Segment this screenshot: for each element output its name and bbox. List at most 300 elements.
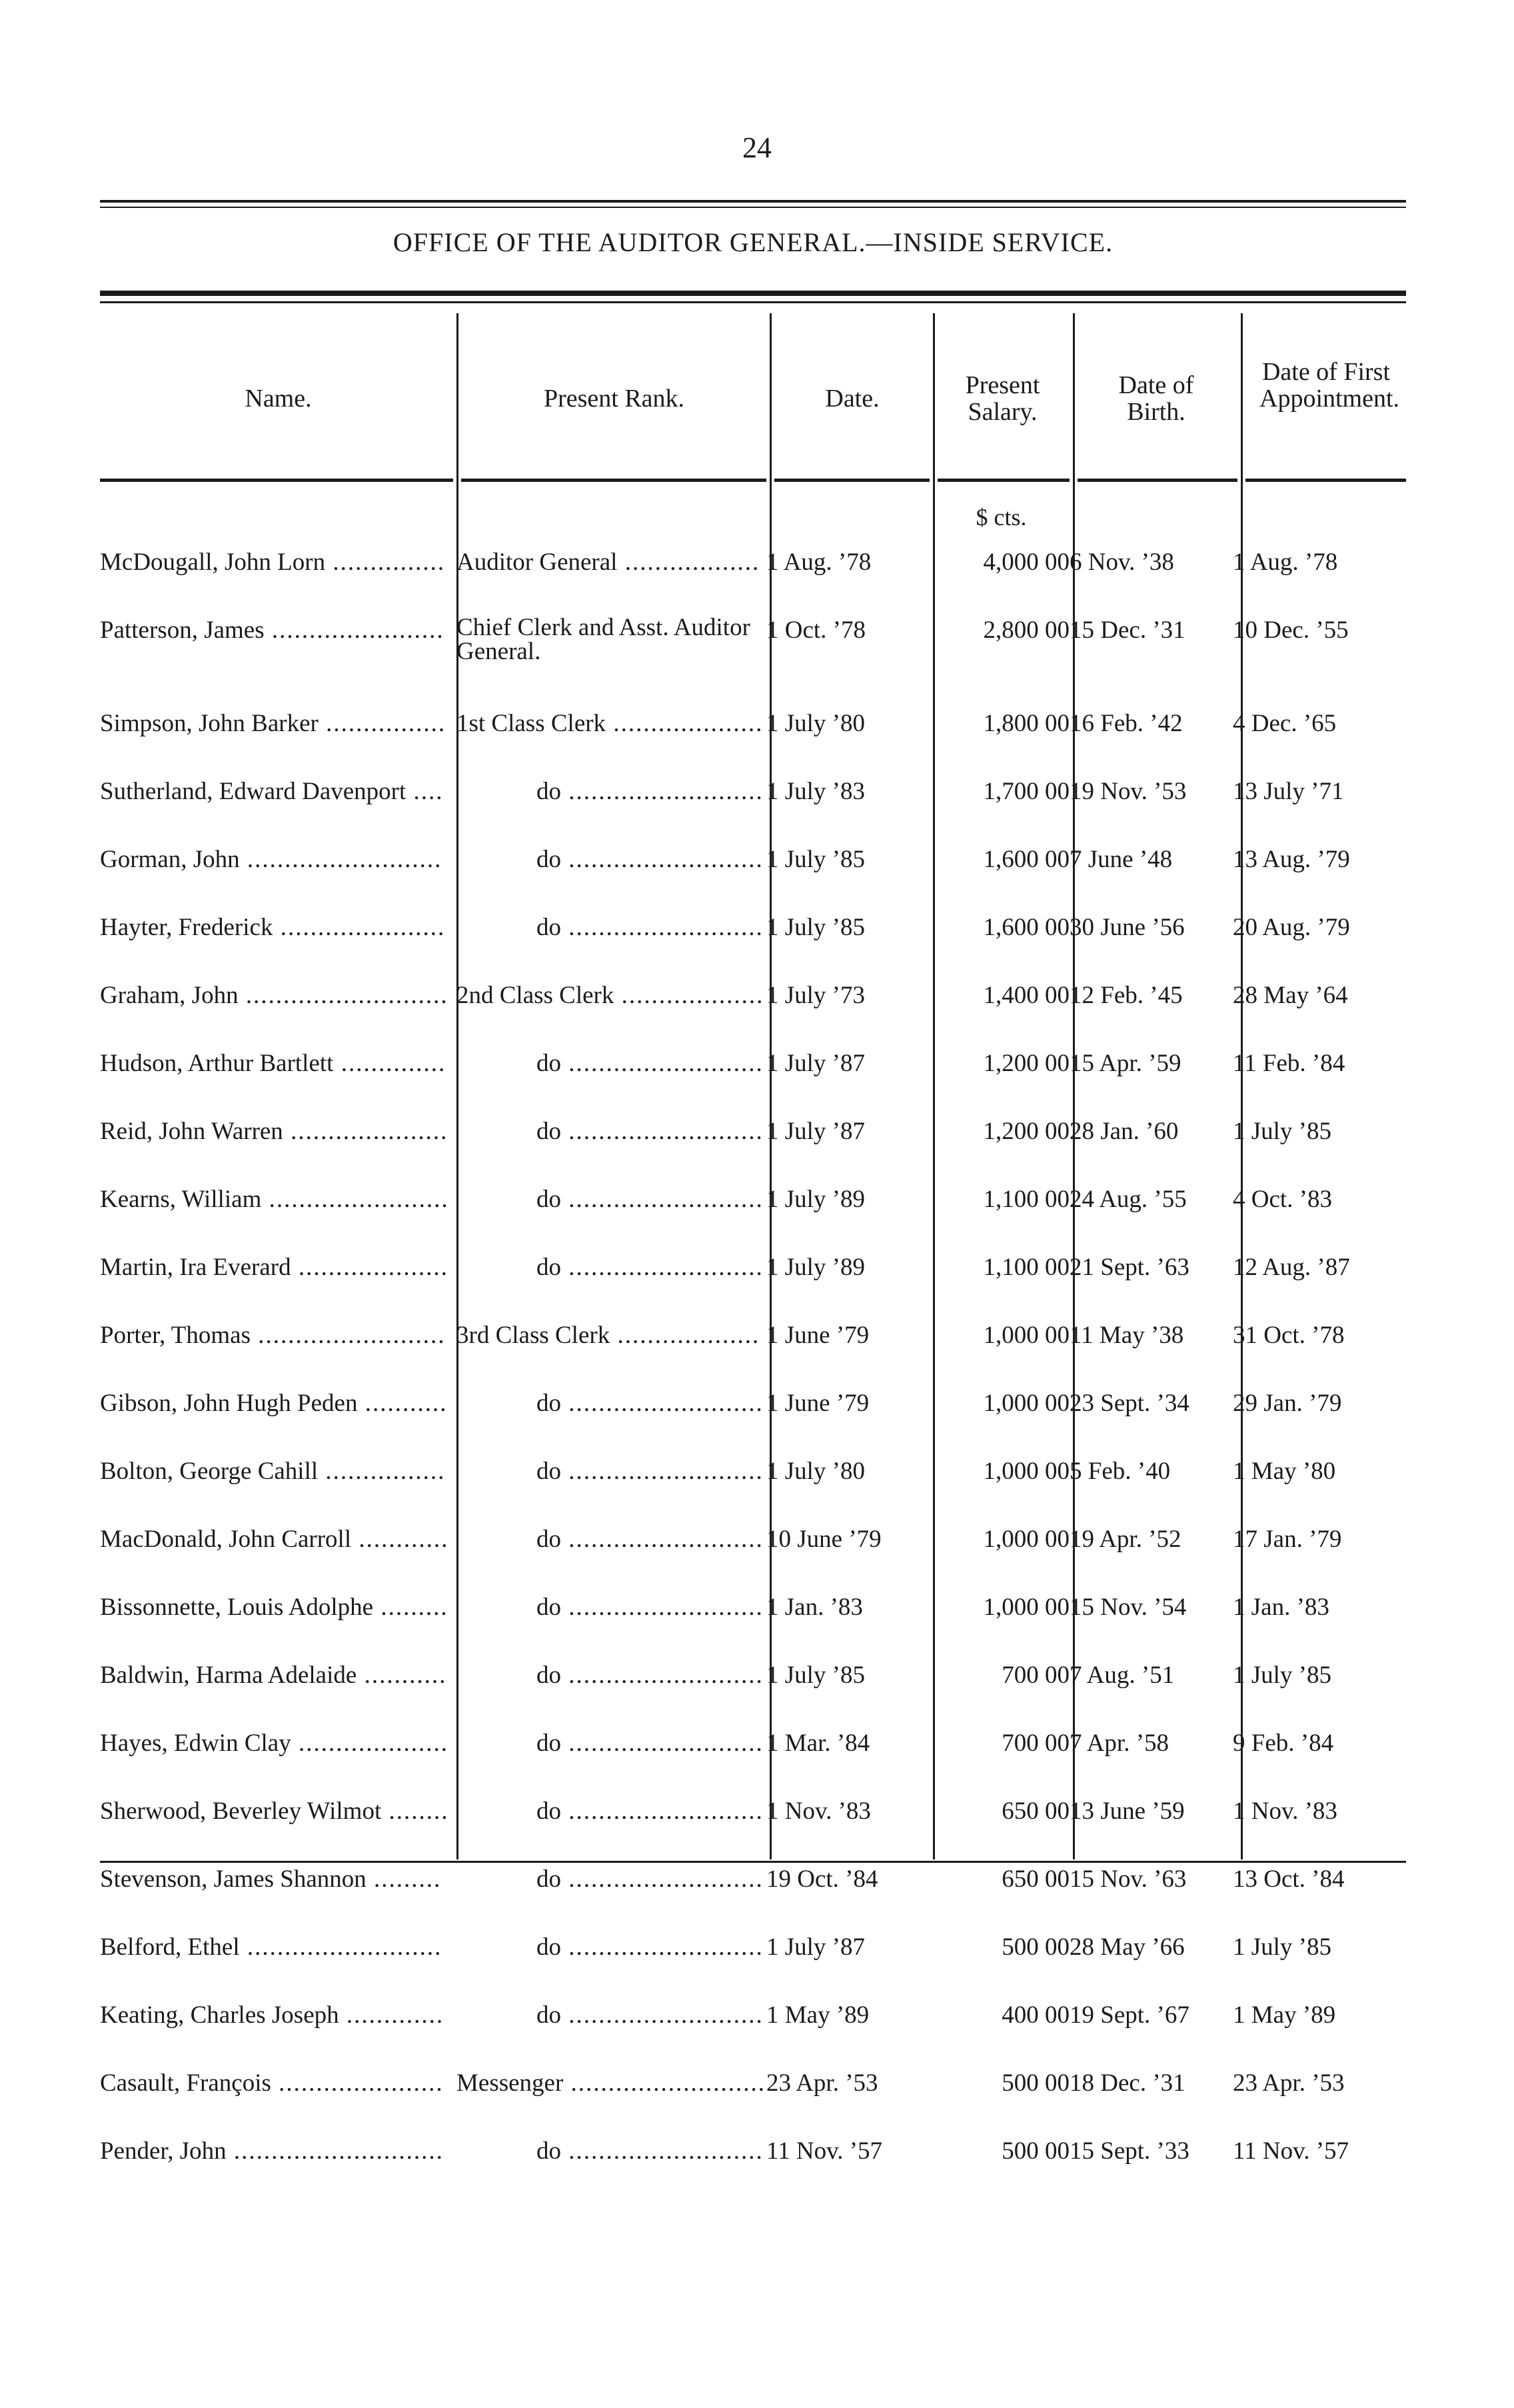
- cell-rank: [456, 1102, 766, 1170]
- cell-birth: [1070, 1102, 1233, 1170]
- table-row: [100, 1102, 1406, 1170]
- cell-name: [100, 1034, 456, 1102]
- header-underline: [100, 479, 453, 482]
- column-header-salary: Present Salary.: [965, 371, 1040, 426]
- cell-appointment-text: 1 July ’85: [1233, 1118, 1331, 1145]
- cell-birth: [1070, 533, 1233, 601]
- cell-appointment-text: 29 Jan. ’79: [1233, 1390, 1342, 1417]
- cell-date-text: 1 Mar. ’84: [766, 1730, 870, 1757]
- cell-appointment: [1233, 694, 1406, 762]
- dot-leader: ....................: [291, 1254, 448, 1281]
- cell-appointment: [1233, 1306, 1406, 1374]
- cell-birth-text: 6 Nov. ’38: [1070, 549, 1174, 576]
- cell-date: [766, 1034, 933, 1102]
- dot-leader: .......................: [264, 616, 444, 644]
- cell-date: [766, 1578, 933, 1646]
- dot-leader: ........................: [261, 1186, 449, 1213]
- cell-date: [766, 694, 933, 762]
- header-rule-thin: [100, 301, 1406, 303]
- cell-birth-text: 28 May ’66: [1070, 1933, 1185, 1961]
- cell-salary-text: 1,000 00: [983, 1526, 1070, 1553]
- cell-rank-text: do: [536, 914, 561, 941]
- cell-appointment: [1233, 1918, 1406, 1986]
- cell-rank-text: do: [536, 1118, 561, 1145]
- table-row: [100, 966, 1406, 1034]
- cell-salary: [933, 1374, 1070, 1442]
- cell-name-text: Bissonnette, Louis Adolphe: [100, 1594, 374, 1621]
- dot-leader: .............: [339, 2001, 444, 2029]
- cell-date: [766, 898, 933, 966]
- table-row: [100, 1646, 1406, 1714]
- cell-appointment: [1233, 1442, 1406, 1510]
- cell-name-text: McDougall, John Lorn: [100, 549, 326, 576]
- table-row: [100, 694, 1406, 762]
- column-header-rank: Present Rank.: [543, 385, 685, 413]
- dot-leader: ..........................: [561, 2001, 764, 2029]
- table-row: [100, 1714, 1406, 1782]
- cell-date: [766, 1374, 933, 1442]
- cell-salary: [933, 601, 1070, 694]
- cell-name-text: Gorman, John: [100, 846, 240, 873]
- cell-appointment-text: 1 July ’85: [1233, 1933, 1331, 1961]
- cell-rank-text: 2nd Class Clerk: [456, 982, 614, 1009]
- dot-leader: ...............: [325, 549, 446, 576]
- cell-name-text: Porter, Thomas: [100, 1322, 251, 1349]
- cell-rank: [456, 2122, 766, 2190]
- cell-date: [766, 1782, 933, 1850]
- dot-leader: .........: [366, 1865, 442, 1893]
- column-header-birth: Date of Birth.: [1118, 371, 1194, 426]
- table-row: [100, 1034, 1406, 1102]
- cell-salary: [933, 2054, 1070, 2122]
- cell-birth: [1070, 830, 1233, 898]
- dot-leader: .........: [373, 1594, 448, 1621]
- cell-salary: [933, 898, 1070, 966]
- cell-rank: [456, 1374, 766, 1442]
- cell-salary: [933, 1918, 1070, 1986]
- header-underline: [774, 479, 930, 482]
- cell-rank-text: do: [536, 1458, 561, 1485]
- cell-rank: [456, 966, 766, 1034]
- cell-birth-text: 15 Dec. ’31: [1070, 616, 1185, 644]
- top-rule-thin: [100, 207, 1406, 208]
- table-row: [100, 1306, 1406, 1374]
- cell-date-text: 1 July ’85: [766, 846, 865, 873]
- header-rule: [100, 291, 1406, 296]
- cell-appointment-text: 1 May ’80: [1233, 1458, 1336, 1485]
- cell-date-text: 1 June ’79: [766, 1322, 870, 1349]
- cell-date-text: 1 May ’89: [766, 2001, 870, 2029]
- dot-leader: ..........................: [561, 1865, 764, 1893]
- cell-appointment: [1233, 898, 1406, 966]
- cell-salary-text: 650 00: [1002, 1865, 1070, 1893]
- cell-rank: [456, 1986, 766, 2054]
- cell-salary: [933, 1578, 1070, 1646]
- cell-rank-text: do: [536, 2001, 561, 2029]
- column-header-date: Date.: [825, 385, 880, 413]
- cell-appointment-text: 1 Nov. ’83: [1233, 1798, 1337, 1825]
- cell-appointment-text: 1 May ’89: [1233, 2001, 1336, 2029]
- page-number: 24: [742, 131, 772, 164]
- cell-name-text: Graham, John: [100, 982, 239, 1009]
- cell-appointment-text: 4 Oct. ’83: [1233, 1186, 1332, 1213]
- cell-salary: [933, 1170, 1070, 1238]
- table-row: [100, 1578, 1406, 1646]
- cell-name-text: Baldwin, Harma Adelaide: [100, 1662, 357, 1689]
- cell-salary-text: 1,400 00: [983, 982, 1070, 1009]
- cell-rank: [456, 1646, 766, 1714]
- dot-leader: ..........................: [561, 1186, 764, 1213]
- dot-leader: ..........................: [561, 2137, 764, 2165]
- cell-salary-text: 1,600 00: [983, 914, 1070, 941]
- cell-salary-text: 1,700 00: [983, 778, 1070, 805]
- table-row: [100, 2054, 1406, 2122]
- cell-birth-text: 24 Aug. ’55: [1070, 1186, 1187, 1213]
- cell-date: [766, 830, 933, 898]
- cell-date-text: 23 Apr. ’53: [766, 2069, 878, 2097]
- column-header-appointment: Date of First Appointment.: [1259, 358, 1400, 413]
- cell-birth-text: 28 Jan. ’60: [1070, 1118, 1179, 1145]
- cell-date: [766, 1170, 933, 1238]
- cell-appointment: [1233, 2054, 1406, 2122]
- cell-rank-text: 1st Class Clerk: [456, 710, 606, 737]
- cell-appointment: [1233, 1102, 1406, 1170]
- cell-rank-text: do: [536, 1730, 561, 1757]
- cell-date: [766, 2054, 933, 2122]
- cell-rank: [456, 1782, 766, 1850]
- cell-salary: [933, 694, 1070, 762]
- cell-name: [100, 1782, 456, 1850]
- cell-appointment-text: 12 Aug. ’87: [1233, 1254, 1350, 1281]
- cell-date: [766, 1442, 933, 1510]
- cell-appointment: [1233, 966, 1406, 1034]
- cell-name-text: Hudson, Arthur Bartlett: [100, 1050, 334, 1077]
- cell-appointment: [1233, 533, 1406, 601]
- cell-date-text: 1 June ’79: [766, 1390, 870, 1417]
- cell-appointment-text: 4 Dec. ’65: [1233, 710, 1337, 737]
- cell-birth: [1070, 966, 1233, 1034]
- cell-rank: [456, 1714, 766, 1782]
- cell-appointment-text: 20 Aug. ’79: [1233, 914, 1350, 941]
- cell-name-text: Pender, John: [100, 2137, 227, 2165]
- cell-rank-text: do: [536, 1662, 561, 1689]
- cell-name: [100, 1986, 456, 2054]
- cell-birth-text: 19 Nov. ’53: [1070, 778, 1187, 805]
- cell-salary-text: 4,000 00: [983, 549, 1070, 576]
- cell-rank-text: do: [536, 1390, 561, 1417]
- cell-birth: [1070, 1918, 1233, 1986]
- cell-appointment-text: 10 Dec. ’55: [1233, 616, 1349, 644]
- cell-appointment: [1233, 1578, 1406, 1646]
- dot-leader: ....................: [606, 710, 764, 737]
- table-row: [100, 533, 1406, 601]
- cell-appointment-text: 13 Aug. ’79: [1233, 846, 1350, 873]
- cell-rank: [456, 1578, 766, 1646]
- cell-birth: [1070, 1306, 1233, 1374]
- cell-appointment-text: 31 Oct. ’78: [1233, 1322, 1345, 1349]
- cell-name-text: Hayes, Edwin Clay: [100, 1730, 291, 1757]
- cell-salary-text: 1,000 00: [983, 1458, 1070, 1485]
- cell-date-text: 1 July ’85: [766, 914, 865, 941]
- dot-leader: ..........................: [561, 914, 764, 941]
- cell-name: [100, 1238, 456, 1306]
- cell-salary-text: 1,100 00: [983, 1186, 1070, 1213]
- table-row: [100, 830, 1406, 898]
- dot-leader: ...........: [357, 1662, 447, 1689]
- cell-salary: [933, 966, 1070, 1034]
- cell-rank-text: do: [536, 1186, 561, 1213]
- cell-name: [100, 1918, 456, 1986]
- cell-salary-text: 700 00: [1002, 1662, 1070, 1689]
- cell-rank: [456, 2054, 766, 2122]
- cell-date-text: 1 July ’89: [766, 1186, 865, 1213]
- cell-rank: [456, 1306, 766, 1374]
- dot-leader: ..........................: [561, 1526, 764, 1553]
- cell-name-text: Patterson, James: [100, 616, 265, 644]
- cell-rank-text: do: [536, 2137, 561, 2165]
- cell-date-text: 1 July ’85: [766, 1662, 865, 1689]
- column-header-name: Name.: [245, 385, 312, 413]
- cell-rank: [456, 694, 766, 762]
- cell-name: [100, 694, 456, 762]
- cell-date: [766, 1102, 933, 1170]
- cell-birth: [1070, 1374, 1233, 1442]
- cell-name-text: Casault, François: [100, 2069, 271, 2097]
- cell-date: [766, 1714, 933, 1782]
- cell-date-text: 19 Oct. ’84: [766, 1865, 878, 1893]
- cell-name: [100, 1102, 456, 1170]
- cell-appointment-text: 11 Feb. ’84: [1233, 1050, 1345, 1077]
- table-row: [100, 1918, 1406, 1986]
- cell-appointment-text: 1 Aug. ’78: [1233, 549, 1338, 576]
- cell-salary: [933, 2122, 1070, 2190]
- cell-salary-text: 1,600 00: [983, 846, 1070, 873]
- cell-rank: [456, 1238, 766, 1306]
- cell-birth-text: 18 Dec. ’31: [1070, 2069, 1185, 2097]
- cell-date-text: 1 July ’80: [766, 1458, 865, 1485]
- cell-appointment: [1233, 1374, 1406, 1442]
- cell-name: [100, 1442, 456, 1510]
- dot-leader: ..........................: [561, 1730, 764, 1757]
- table-row: [100, 1170, 1406, 1238]
- cell-name: [100, 1374, 456, 1442]
- cell-date: [766, 1238, 933, 1306]
- cell-name: [100, 966, 456, 1034]
- cell-birth-text: 11 May ’38: [1070, 1322, 1184, 1349]
- cell-date: [766, 762, 933, 830]
- cell-salary-text: 500 00: [1002, 2069, 1070, 2097]
- cell-name-text: Hayter, Frederick: [100, 914, 273, 941]
- cell-salary-text: 650 00: [1002, 1798, 1070, 1825]
- cell-salary: [933, 762, 1070, 830]
- cell-rank: [456, 762, 766, 830]
- dot-leader: ..........................: [561, 1933, 764, 1961]
- header-underline: [461, 479, 766, 482]
- dot-leader: ................: [318, 1458, 446, 1485]
- cell-rank: [456, 898, 766, 966]
- cell-rank-text: Chief Clerk and Asst. Auditor General.: [456, 614, 750, 665]
- cell-salary: [933, 1510, 1070, 1578]
- cell-rank-text: do: [536, 778, 561, 805]
- cell-name-text: Belford, Ethel: [100, 1933, 240, 1961]
- cell-appointment-text: 13 Oct. ’84: [1233, 1865, 1345, 1893]
- cell-birth: [1070, 1170, 1233, 1238]
- cell-appointment: [1233, 1034, 1406, 1102]
- header-underline: [938, 479, 1070, 482]
- salary-unit: $ cts.: [976, 504, 1027, 531]
- dot-leader: ..........................: [561, 778, 764, 805]
- cell-date: [766, 1986, 933, 2054]
- cell-birth: [1070, 694, 1233, 762]
- cell-rank: [456, 533, 766, 601]
- cell-name: [100, 898, 456, 966]
- cell-birth-text: 13 June ’59: [1070, 1798, 1185, 1825]
- dot-leader: ......................: [271, 2069, 444, 2097]
- dot-leader: ....: [406, 778, 444, 805]
- cell-birth-text: 21 Sept. ’63: [1070, 1254, 1189, 1281]
- cell-rank-text: do: [536, 1526, 561, 1553]
- cell-appointment-text: 17 Jan. ’79: [1233, 1526, 1342, 1553]
- cell-rank-text: do: [536, 1254, 561, 1281]
- page-title: OFFICE OF THE AUDITOR GENERAL.—INSIDE SERVICE.: [392, 227, 1114, 257]
- dot-leader: ..........................: [563, 2069, 766, 2097]
- cell-date-text: 1 July ’80: [766, 710, 865, 737]
- cell-birth-text: 19 Sept. ’67: [1070, 2001, 1189, 2029]
- cell-salary-text: 1,100 00: [983, 1254, 1070, 1281]
- cell-birth: [1070, 601, 1233, 694]
- cell-rank: [456, 1034, 766, 1102]
- cell-date: [766, 1306, 933, 1374]
- cell-date-text: 10 June ’79: [766, 1526, 882, 1553]
- table-row: [100, 1442, 1406, 1510]
- dot-leader: ...................: [610, 1322, 760, 1349]
- cell-birth: [1070, 1238, 1233, 1306]
- cell-name-text: MacDonald, John Carroll: [100, 1526, 352, 1553]
- dot-leader: ..........................: [561, 1458, 764, 1485]
- cell-birth-text: 15 Nov. ’63: [1070, 1865, 1187, 1893]
- cell-name: [100, 1646, 456, 1714]
- cell-rank-text: do: [536, 846, 561, 873]
- cell-appointment: [1233, 1170, 1406, 1238]
- cell-birth-text: 15 Apr. ’59: [1070, 1050, 1181, 1077]
- cell-date-text: 1 July ’87: [766, 1933, 865, 1961]
- cell-salary: [933, 830, 1070, 898]
- cell-salary: [933, 1442, 1070, 1510]
- dot-leader: ....................: [291, 1730, 448, 1757]
- cell-salary: [933, 1034, 1070, 1102]
- cell-name: [100, 830, 456, 898]
- cell-rank-text: do: [536, 1050, 561, 1077]
- cell-birth-text: 7 Apr. ’58: [1070, 1730, 1169, 1757]
- cell-birth: [1070, 1510, 1233, 1578]
- dot-leader: ..........................: [561, 846, 764, 873]
- cell-salary: [933, 1102, 1070, 1170]
- cell-salary-text: 1,200 00: [983, 1118, 1070, 1145]
- cell-birth-text: 7 Aug. ’51: [1070, 1662, 1175, 1689]
- cell-name-text: Stevenson, James Shannon: [100, 1865, 367, 1893]
- cell-birth-text: 5 Feb. ’40: [1070, 1458, 1171, 1485]
- bottom-rule: [100, 1861, 1406, 1863]
- cell-birth: [1070, 1782, 1233, 1850]
- cell-appointment: [1233, 830, 1406, 898]
- cell-name: [100, 1170, 456, 1238]
- cell-date-text: 1 July ’89: [766, 1254, 865, 1281]
- dot-leader: ........: [381, 1798, 449, 1825]
- cell-birth-text: 19 Apr. ’52: [1070, 1526, 1181, 1553]
- dot-leader: ................: [318, 710, 446, 737]
- cell-name-text: Martin, Ira Everard: [100, 1254, 291, 1281]
- cell-appointment-text: 11 Nov. ’57: [1233, 2137, 1349, 2165]
- cell-appointment: [1233, 1782, 1406, 1850]
- cell-date-text: 1 July ’87: [766, 1050, 865, 1077]
- cell-date-text: 1 Nov. ’83: [766, 1798, 871, 1825]
- dot-leader: ...................: [614, 982, 764, 1009]
- cell-name: [100, 1306, 456, 1374]
- header-underline: [1078, 479, 1237, 482]
- cell-name-text: Sherwood, Beverley Wilmot: [100, 1798, 382, 1825]
- cell-date: [766, 533, 933, 601]
- cell-date-text: 1 July ’83: [766, 778, 865, 805]
- cell-date: [766, 1918, 933, 1986]
- cell-appointment-text: 13 July ’71: [1233, 778, 1344, 805]
- cell-appointment: [1233, 2122, 1406, 2190]
- dot-leader: ............: [351, 1526, 449, 1553]
- cell-birth-text: 12 Feb. ’45: [1070, 982, 1183, 1009]
- table-row: [100, 898, 1406, 966]
- cell-name: [100, 1578, 456, 1646]
- dot-leader: ..........................: [239, 846, 442, 873]
- cell-rank-text: do: [536, 1798, 561, 1825]
- cell-name: [100, 1510, 456, 1578]
- table-row: [100, 1986, 1406, 2054]
- cell-birth: [1070, 898, 1233, 966]
- table-row: [100, 601, 1406, 694]
- cell-date-text: 11 Nov. ’57: [766, 2137, 883, 2165]
- cell-date-text: 1 Aug. ’78: [766, 549, 872, 576]
- cell-rank-text: do: [536, 1865, 561, 1893]
- cell-birth-text: 15 Nov. ’54: [1070, 1594, 1187, 1621]
- cell-salary: [933, 533, 1070, 601]
- dot-leader: ..........................: [561, 1050, 764, 1077]
- cell-salary-text: 1,000 00: [983, 1322, 1070, 1349]
- cell-rank-text: do: [536, 1933, 561, 1961]
- cell-salary: [933, 1238, 1070, 1306]
- cell-name-text: Keating, Charles Joseph: [100, 2001, 339, 2029]
- table-row: [100, 2122, 1406, 2190]
- cell-name: [100, 2054, 456, 2122]
- cell-rank: [456, 601, 766, 694]
- cell-salary-text: 500 00: [1002, 2137, 1070, 2165]
- cell-rank: [456, 1918, 766, 1986]
- header-underline: [1245, 479, 1406, 482]
- cell-date-text: 1 July ’87: [766, 1118, 865, 1145]
- cell-date: [766, 2122, 933, 2190]
- table-row: [100, 1510, 1406, 1578]
- cell-birth: [1070, 1578, 1233, 1646]
- cell-salary-text: 1,200 00: [983, 1050, 1070, 1077]
- cell-rank-text: Messenger: [456, 2069, 564, 2097]
- dot-leader: ..........................: [561, 1798, 764, 1825]
- cell-rank-text: Auditor General: [456, 549, 618, 576]
- cell-appointment-text: 1 Jan. ’83: [1233, 1594, 1329, 1621]
- dot-leader: ............................: [226, 2137, 444, 2165]
- dot-leader: ..........................: [561, 1118, 764, 1145]
- cell-date: [766, 966, 933, 1034]
- staff-table: [100, 533, 1406, 2190]
- cell-date: [766, 1646, 933, 1714]
- cell-rank: [456, 1510, 766, 1578]
- cell-birth: [1070, 1442, 1233, 1510]
